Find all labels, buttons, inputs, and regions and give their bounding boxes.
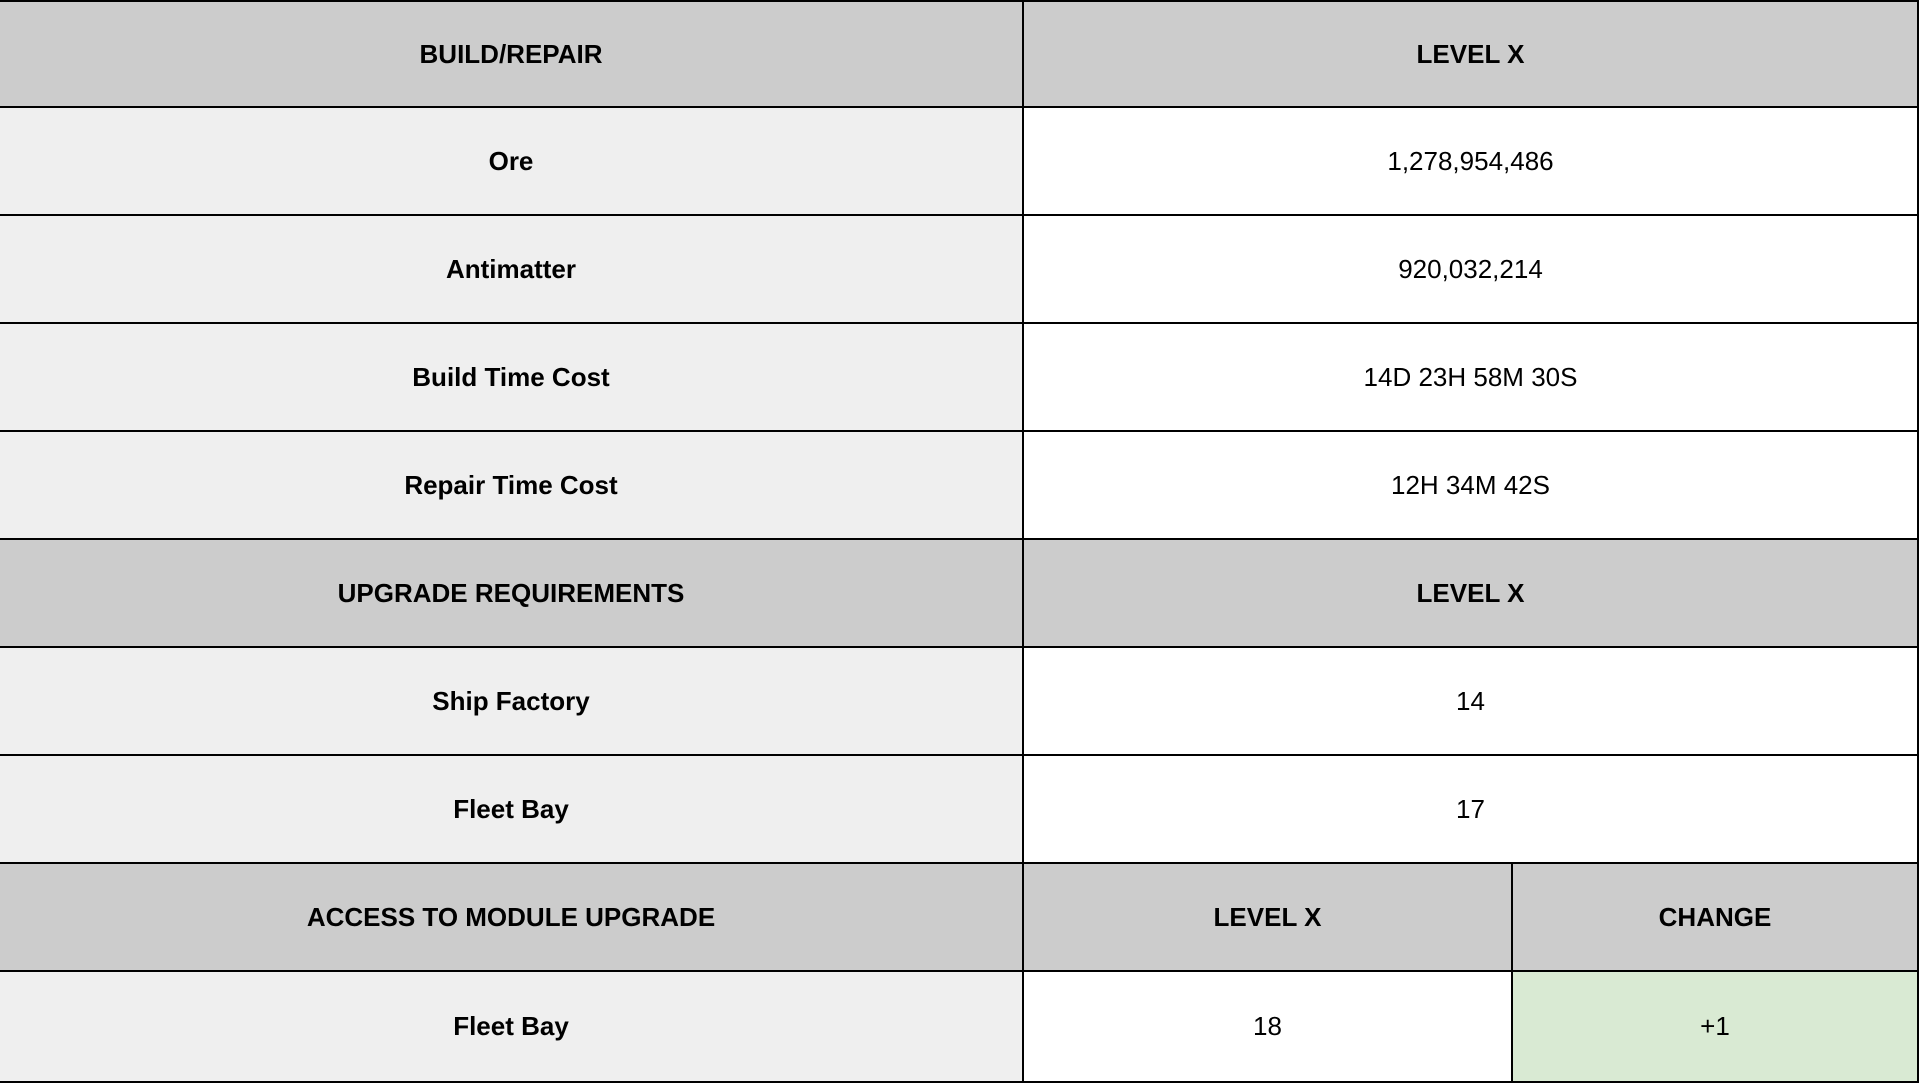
- module-upgrade-change-header[interactable]: CHANGE: [1513, 864, 1919, 972]
- repair-time-cost-label[interactable]: Repair Time Cost: [0, 432, 1024, 540]
- module-fleet-bay-value[interactable]: 18: [1024, 972, 1513, 1083]
- ore-label[interactable]: Ore: [0, 108, 1024, 216]
- table-row: [0, 324, 1919, 432]
- module-upgrade-header[interactable]: ACCESS TO MODULE UPGRADE: [0, 864, 1024, 972]
- upgrade-requirements-level-header[interactable]: LEVEL X: [1024, 540, 1919, 648]
- antimatter-label[interactable]: Antimatter: [0, 216, 1024, 324]
- build-time-cost-label[interactable]: Build Time Cost: [0, 324, 1024, 432]
- ship-factory-value[interactable]: 14: [1024, 648, 1919, 756]
- ore-value[interactable]: 1,278,954,486: [1024, 108, 1919, 216]
- table-row: [0, 648, 1919, 756]
- build-repair-level-header[interactable]: LEVEL X: [1024, 0, 1919, 108]
- module-fleet-bay-change[interactable]: +1: [1513, 972, 1919, 1083]
- upgrade-requirements-header-row: [0, 540, 1919, 648]
- module-upgrade-level-header[interactable]: LEVEL X: [1024, 864, 1513, 972]
- upgrade-requirements-header[interactable]: UPGRADE REQUIREMENTS: [0, 540, 1024, 648]
- table-row: [0, 756, 1919, 864]
- module-fleet-bay-label[interactable]: Fleet Bay: [0, 972, 1024, 1083]
- fleet-bay-label[interactable]: Fleet Bay: [0, 756, 1024, 864]
- module-upgrade-header-row: [0, 864, 1919, 972]
- table-row: [0, 216, 1919, 324]
- build-time-cost-value[interactable]: 14D 23H 58M 30S: [1024, 324, 1919, 432]
- fleet-bay-value[interactable]: 17: [1024, 756, 1919, 864]
- table-row: [0, 108, 1919, 216]
- table-row: [0, 432, 1919, 540]
- table-row: [0, 972, 1919, 1083]
- build-repair-header-row: [0, 0, 1919, 108]
- repair-time-cost-value[interactable]: 12H 34M 42S: [1024, 432, 1919, 540]
- ship-factory-label[interactable]: Ship Factory: [0, 648, 1024, 756]
- antimatter-value[interactable]: 920,032,214: [1024, 216, 1919, 324]
- build-repair-header[interactable]: BUILD/REPAIR: [0, 0, 1024, 108]
